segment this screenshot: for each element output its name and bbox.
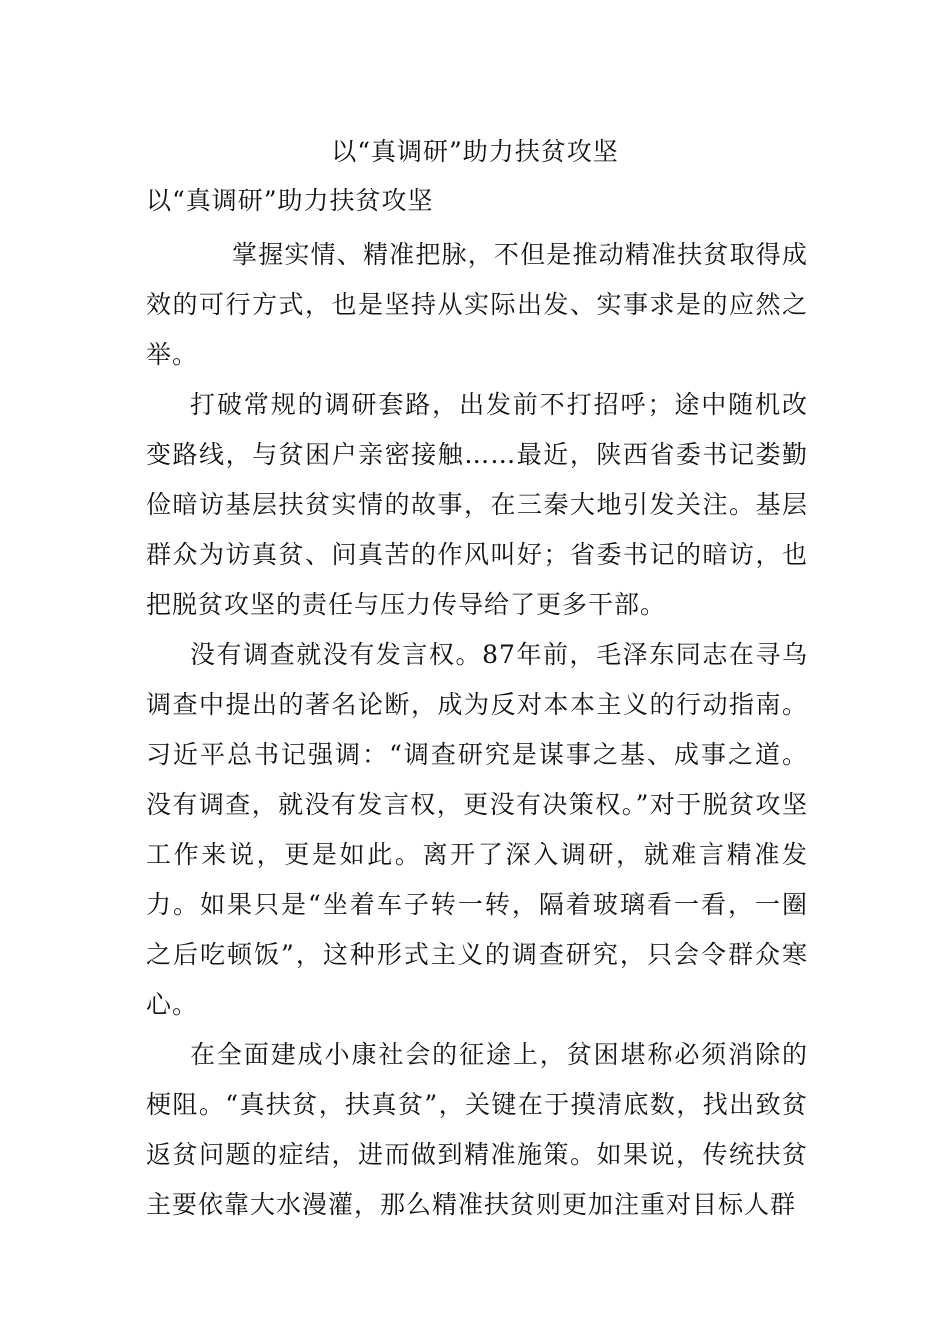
paragraph-1: 掌握实情、精准把脉，不但是推动精准扶贫取得成效的可行方式，也是坚持从实际出发、实事求是的应然之举。 [146, 240, 808, 369]
paragraph-2: 打破常规的调研套路，出发前不打招呼；途中随机改变路线，与贫困户亲密接触……最近，陕西省委书记娄勤俭暗访基层扶贫实情的故事，在三秦大地引发关注。基层群众为访真贫、问真苦的作风叫好；省委书记的暗访，也把脱贫攻坚的责任与压力传导给了更多干部。 [146, 390, 808, 619]
paragraph-4: 在全面建成小康社会的征途上，贫困堪称必须消除的梗阻。“真扶贫，扶真贫”，关键在于摸清底数，找出致贫返贫问题的症结，进而做到精准施策。如果说，传统扶贫主要依靠大水漫灌，那么精准扶贫则更加注重对目标人群 [146, 1040, 808, 1219]
paragraph-3: 没有调查就没有发言权。87年前，毛泽东同志在寻乌调查中提出的著名论断，成为反对本本主义的行动指南。习近平总书记强调：“调查研究是谋事之基、成事之道。没有调查，就没有发言权，更没有决策权。”对于脱贫攻坚工作来说，更是如此。离开了深入调研，就难言精准发力。如果只是“坐着车子转一转，隔着玻璃看一看，一圈之后吃顿饭”，这种形式主义的调查研究，只会令群众寒心。 [146, 640, 808, 1019]
document-body [146, 230, 808, 1230]
document-subtitle: 以“真调研”助力扶贫攻坚 [146, 186, 434, 215]
document-title: 以“真调研”助力扶贫攻坚 [331, 137, 619, 166]
